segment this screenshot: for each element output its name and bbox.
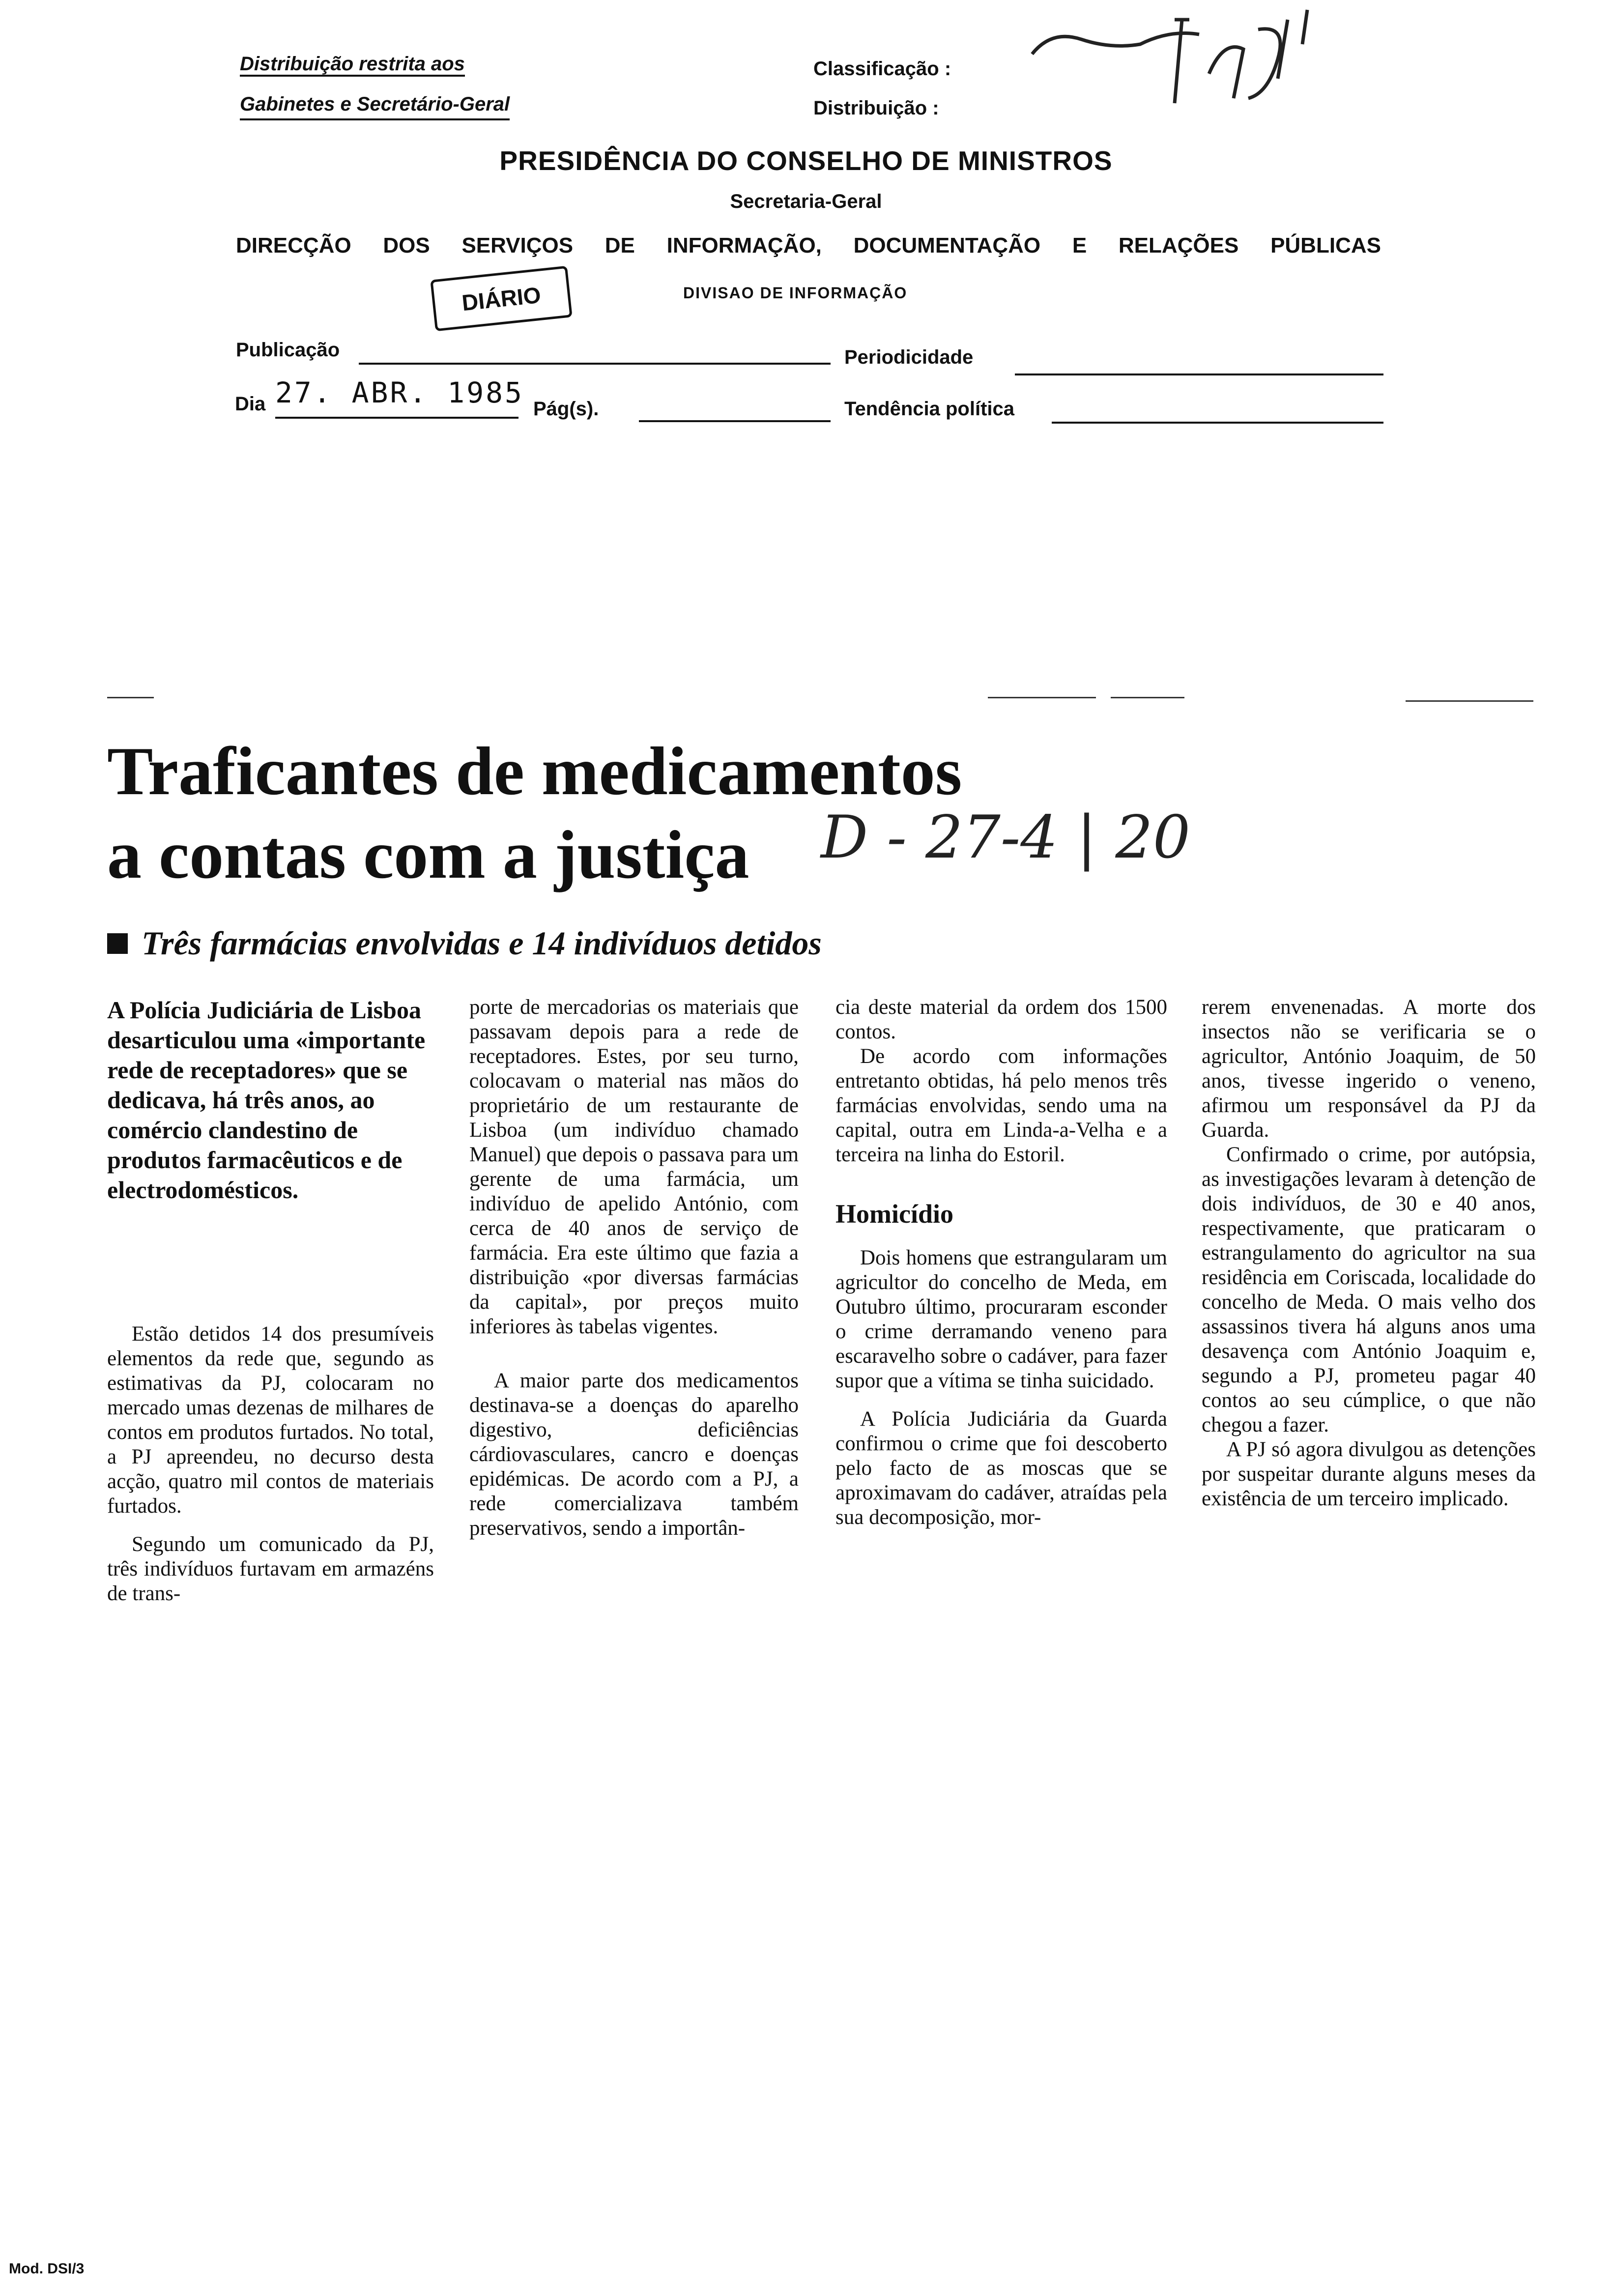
- paragraph: Dois homens que estrangularam um agricultor do concelho de Meda, em Outubro último, procuraram esconder o crime derramando veneno para escaravelho sobre o cadáver, para fazer supor que a vítima se tinha suicidado.: [835, 1246, 1167, 1392]
- dir-word: E: [1072, 233, 1087, 258]
- clip-rule: [1111, 697, 1184, 698]
- handwritten-signature-top: [1012, 0, 1356, 128]
- publicacao-line: [359, 363, 831, 365]
- paragraph: cia deste material da ordem dos 1500 contos.: [835, 996, 1167, 1043]
- article-lead: A Polícia Judiciária de Lisboa desarticulou uma «importante rede de receptadores» que se dedicava, há três anos, ao comércio clandestino de produtos farmacêuticos e de electrodomésticos.: [107, 996, 426, 1204]
- pags-line: [639, 420, 831, 422]
- secretaria-geral: Secretaria-Geral: [730, 191, 882, 212]
- paragraph: porte de mercadorias os materiais que passavam depois para a rede de receptadores. Estes, por seu turno, colocavam o material nas mãos do proprietário de um restaurante de Lisboa (um indivíduo chamado Manuel) que depois o passava para um gerente de uma farmácia, um indivíduo de apelido António, com cerca de 40 anos de serviço de farmácia. Era este último que fazia a distribuição «por diversas farmácias da capital», por preços muito inferiores às tabelas vigentes.: [469, 996, 799, 1338]
- column-1: [107, 1322, 434, 1606]
- paragraph: De acordo com informações entretanto obtidas, há pelo menos três farmácias envolvidas, sendo uma na capital, outra em Linda-a-Velha e a terceira na linha do Estoril.: [835, 1045, 1167, 1166]
- paragraph: A Polícia Judiciária da Guarda confirmou o crime que foi descoberto pelo facto de as moscas que se aproximavam do cadáver, atraídas pela sua decomposição, mor-: [835, 1407, 1167, 1529]
- column-3: [835, 995, 1167, 1530]
- clip-rule: [988, 697, 1096, 698]
- handwritten-date-text: D - 27-4 | 20: [821, 804, 1191, 872]
- restricted-text-2: Gabinetes e Secretário-Geral: [240, 93, 510, 115]
- subheadline-text: Três farmácias envolvidas e 14 indivíduos detidos: [142, 924, 822, 962]
- pags-label: Pág(s).: [533, 398, 599, 420]
- handwritten-date-note: [821, 806, 1190, 870]
- periodicidade-label: Periodicidade: [844, 346, 974, 368]
- presidencia-title: PRESIDÊNCIA DO CONSELHO DE MINISTROS: [499, 145, 1113, 176]
- dir-word: RELAÇÕES: [1118, 233, 1239, 258]
- clip-rule: [1406, 700, 1533, 702]
- headline-line1: Traficantes de medicamentos: [107, 733, 962, 809]
- dir-word: DOS: [383, 233, 430, 258]
- distribuicao-label: Distribuição :: [813, 97, 939, 119]
- dir-word: SERVIÇOS: [461, 233, 574, 258]
- dir-word: INFORMAÇÃO,: [666, 233, 822, 258]
- date-line: [275, 417, 518, 419]
- divisao-informacao: DIVISAO DE INFORMAÇÃO: [683, 284, 908, 302]
- restricted-distribution-line1: [240, 53, 465, 75]
- paragraph: A PJ só agora divulgou as detenções por suspeitar durante alguns meses da existência de um terceiro implicado.: [1202, 1438, 1536, 1510]
- paragraph: Confirmado o crime, por autópsia, as investigações levaram à detenção de dois indivíduos, de 30 e 40 anos, respectivamente, que praticaram o estrangulamento do agricultor na sua residência em Coriscada, localidade do concelho de Meda. O mais velho dos assassinos tivera há alguns anos uma desavença com António Joaquim e, segundo a PJ, prometeu pagar 40 contos ao seu cúmplice, o que não chegou a fazer.: [1202, 1143, 1536, 1436]
- paragraph: Segundo um comunicado da PJ, três indivíduos furtavam em armazéns de trans-: [107, 1533, 434, 1605]
- column-2: [469, 995, 799, 1541]
- publicacao-label: Publicação: [236, 339, 340, 361]
- date-value: 27. ABR. 1985: [275, 376, 524, 409]
- form-model-code: Mod. DSI/3: [9, 2261, 85, 2277]
- section-subtitle: Homicídio: [835, 1199, 953, 1229]
- restricted-distribution-line2: [240, 93, 510, 120]
- tendencia-line: [1052, 422, 1383, 424]
- dia-label: Dia: [235, 393, 266, 415]
- direccao-servicos: [236, 233, 1381, 258]
- clip-rule: [107, 697, 154, 698]
- column-4: [1202, 995, 1536, 1511]
- dir-word: PÚBLICAS: [1270, 233, 1381, 258]
- tendencia-label: Tendência política: [844, 398, 1014, 420]
- periodicidade-line: [1015, 373, 1383, 375]
- dir-word: DE: [604, 233, 635, 258]
- paragraph: rerem envenenadas. A morte dos insectos não se verificaria se o agricultor, António Joaquim, de 50 anos, tivesse ingerido o veneno, afirmou um responsável da PJ da Guarda.: [1202, 996, 1536, 1142]
- paragraph: A maior parte dos medicamentos destinava-se a doenças do aparelho digestivo, deficiências cárdiovasculares, cancro e doenças epidémicas. De acordo com a PJ, a rede comercializava também preservativos, sendo a importân-: [469, 1369, 799, 1540]
- diario-stamp: DIÁRIO: [430, 266, 572, 332]
- dir-word: DOCUMENTAÇÃO: [853, 233, 1041, 258]
- paragraph: Estão detidos 14 dos presumíveis elementos da rede que, segundo as estimativas da PJ, colocaram no mercado umas dezenas de milhares de contos em produtos furtados. No total, a PJ apreendeu, no decurso desta acção, quatro mil contos de materiais furtados.: [107, 1322, 434, 1518]
- headline-line2: a contas com a justiça: [107, 817, 749, 893]
- restricted-text-1: Distribuição restrita aos: [240, 53, 465, 77]
- dir-word: DIRECÇÃO: [236, 233, 351, 258]
- subheadline: [107, 924, 822, 963]
- classificacao-label: Classificação :: [813, 58, 951, 80]
- square-bullet-icon: [107, 933, 128, 954]
